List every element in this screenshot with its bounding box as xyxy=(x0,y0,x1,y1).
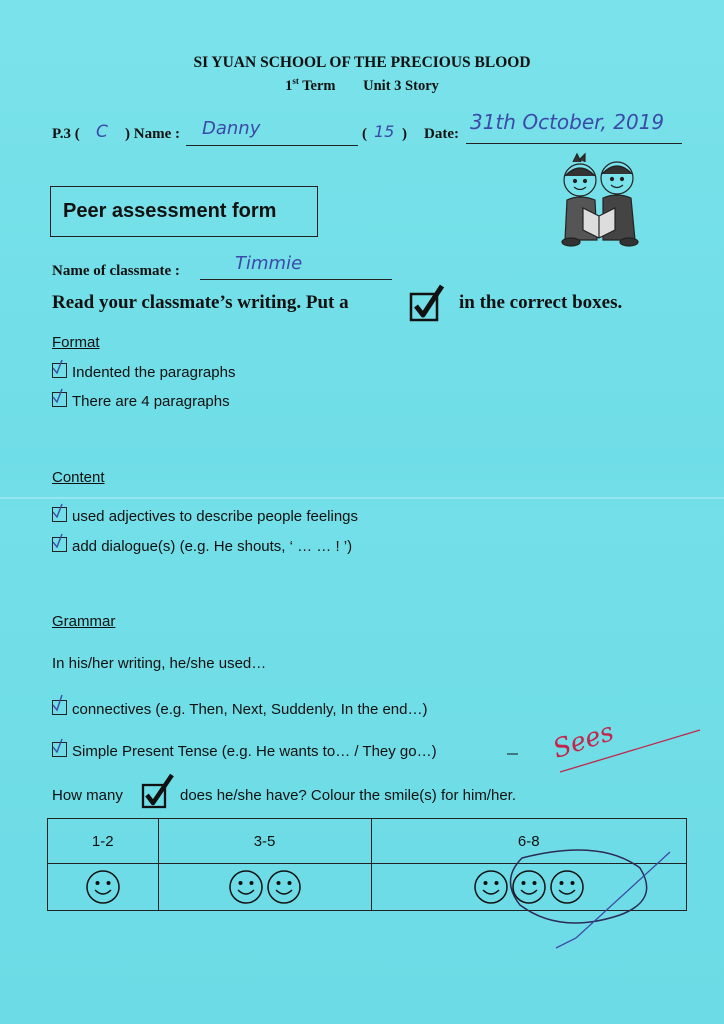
checkbox-tick-icon xyxy=(408,284,446,322)
date-underline xyxy=(466,143,682,144)
hand-tick-icon xyxy=(50,530,66,550)
grammar-item-2-text: Simple Present Tense (e.g. He wants to… / They go…) xyxy=(72,743,437,760)
class-value: C xyxy=(96,122,108,142)
smile-icon[interactable] xyxy=(511,869,547,905)
score-table xyxy=(47,818,687,911)
date-value: 31th October, 2019 xyxy=(470,110,665,134)
story-label: Story xyxy=(405,77,439,94)
classmate-label: Name of classmate : xyxy=(52,263,180,279)
checkbox-tick-icon xyxy=(140,773,176,809)
instruction-after: in the correct boxes. xyxy=(459,292,623,313)
range-cell-3: 6-8 xyxy=(371,819,686,864)
format-checkbox-1[interactable] xyxy=(52,363,67,378)
content-item-2-text: add dialogue(s) (e.g. He shouts, ‘ … … ! ’) xyxy=(72,538,353,555)
form-title: Peer assessment form xyxy=(50,186,318,237)
number-open: ( xyxy=(362,126,367,142)
number-value: 15 xyxy=(374,122,395,141)
range-cell-2: 3-5 xyxy=(158,819,371,864)
grammar-checkbox-2[interactable] xyxy=(52,742,67,757)
howmany-after: does he/she have? Colour the smile(s) for him/her. xyxy=(180,787,516,804)
format-item-1[interactable] xyxy=(52,363,235,381)
date-label: Date: xyxy=(424,126,459,142)
classmate-value: Timmie xyxy=(235,253,303,274)
smile-icon[interactable] xyxy=(85,869,121,905)
children-reading-icon xyxy=(555,150,645,248)
smile-icon[interactable] xyxy=(473,869,509,905)
score-range-row xyxy=(48,819,687,864)
format-item-1-text: Indented the paragraphs xyxy=(72,364,236,381)
smile-cell-3[interactable] xyxy=(371,864,686,911)
grammar-heading: Grammar xyxy=(52,613,116,630)
name-label: ) Name : xyxy=(125,126,180,142)
range-cell-1: 1-2 xyxy=(48,819,159,864)
hand-tick-icon xyxy=(50,735,66,755)
unit-label: Unit 3 xyxy=(363,77,402,94)
name-value: Danny xyxy=(202,118,261,139)
hand-tick-icon xyxy=(50,385,66,405)
instruction-line xyxy=(52,292,692,314)
school-name: SI YUAN SCHOOL OF THE PRECIOUS BLOOD xyxy=(193,54,531,71)
smile-cell-2[interactable] xyxy=(158,864,371,911)
content-item-1[interactable] xyxy=(52,507,358,525)
content-checkbox-1[interactable] xyxy=(52,507,67,522)
smile-icon[interactable] xyxy=(549,869,585,905)
content-item-1-text: used adjectives to describe people feelings xyxy=(72,508,359,525)
grammar-item-1-text: connectives (e.g. Then, Next, Suddenly, In the end…) xyxy=(72,701,428,718)
grammar-intro: In his/her writing, he/she used… xyxy=(52,655,267,672)
format-item-2-text: There are 4 paragraphs xyxy=(72,393,230,410)
teacher-signature: Sees xyxy=(549,717,618,765)
content-heading: Content xyxy=(52,469,105,486)
class-label: P.3 ( xyxy=(52,126,80,142)
content-item-2[interactable] xyxy=(52,537,352,555)
howmany-line xyxy=(52,787,672,804)
grammar-checkbox-1[interactable] xyxy=(52,700,67,715)
name-underline xyxy=(186,145,358,146)
hand-tick-icon xyxy=(50,693,66,713)
hand-tick-icon xyxy=(50,500,66,520)
term-suffix: st xyxy=(292,76,299,86)
format-item-2[interactable] xyxy=(52,392,230,410)
instruction-before: Read your classmate’s writing. Put a xyxy=(52,292,349,313)
term-line xyxy=(0,76,724,95)
number-close: ) xyxy=(402,126,407,142)
format-heading: Format xyxy=(52,334,100,351)
howmany-before: How many xyxy=(52,787,123,804)
paper-fold-line xyxy=(0,497,724,499)
term-number: 1 xyxy=(285,77,293,94)
classmate-underline xyxy=(200,279,392,280)
format-checkbox-2[interactable] xyxy=(52,392,67,407)
grammar-item-1[interactable] xyxy=(52,700,427,718)
smile-icon[interactable] xyxy=(228,869,264,905)
smile-cell-1[interactable] xyxy=(48,864,159,911)
grammar-item-2[interactable] xyxy=(52,742,437,760)
smile-icon[interactable] xyxy=(266,869,302,905)
score-smile-row xyxy=(48,864,687,911)
term-word: Term xyxy=(302,77,336,94)
hand-tick-icon xyxy=(50,356,66,376)
content-checkbox-2[interactable] xyxy=(52,537,67,552)
classmate-row xyxy=(52,253,303,280)
